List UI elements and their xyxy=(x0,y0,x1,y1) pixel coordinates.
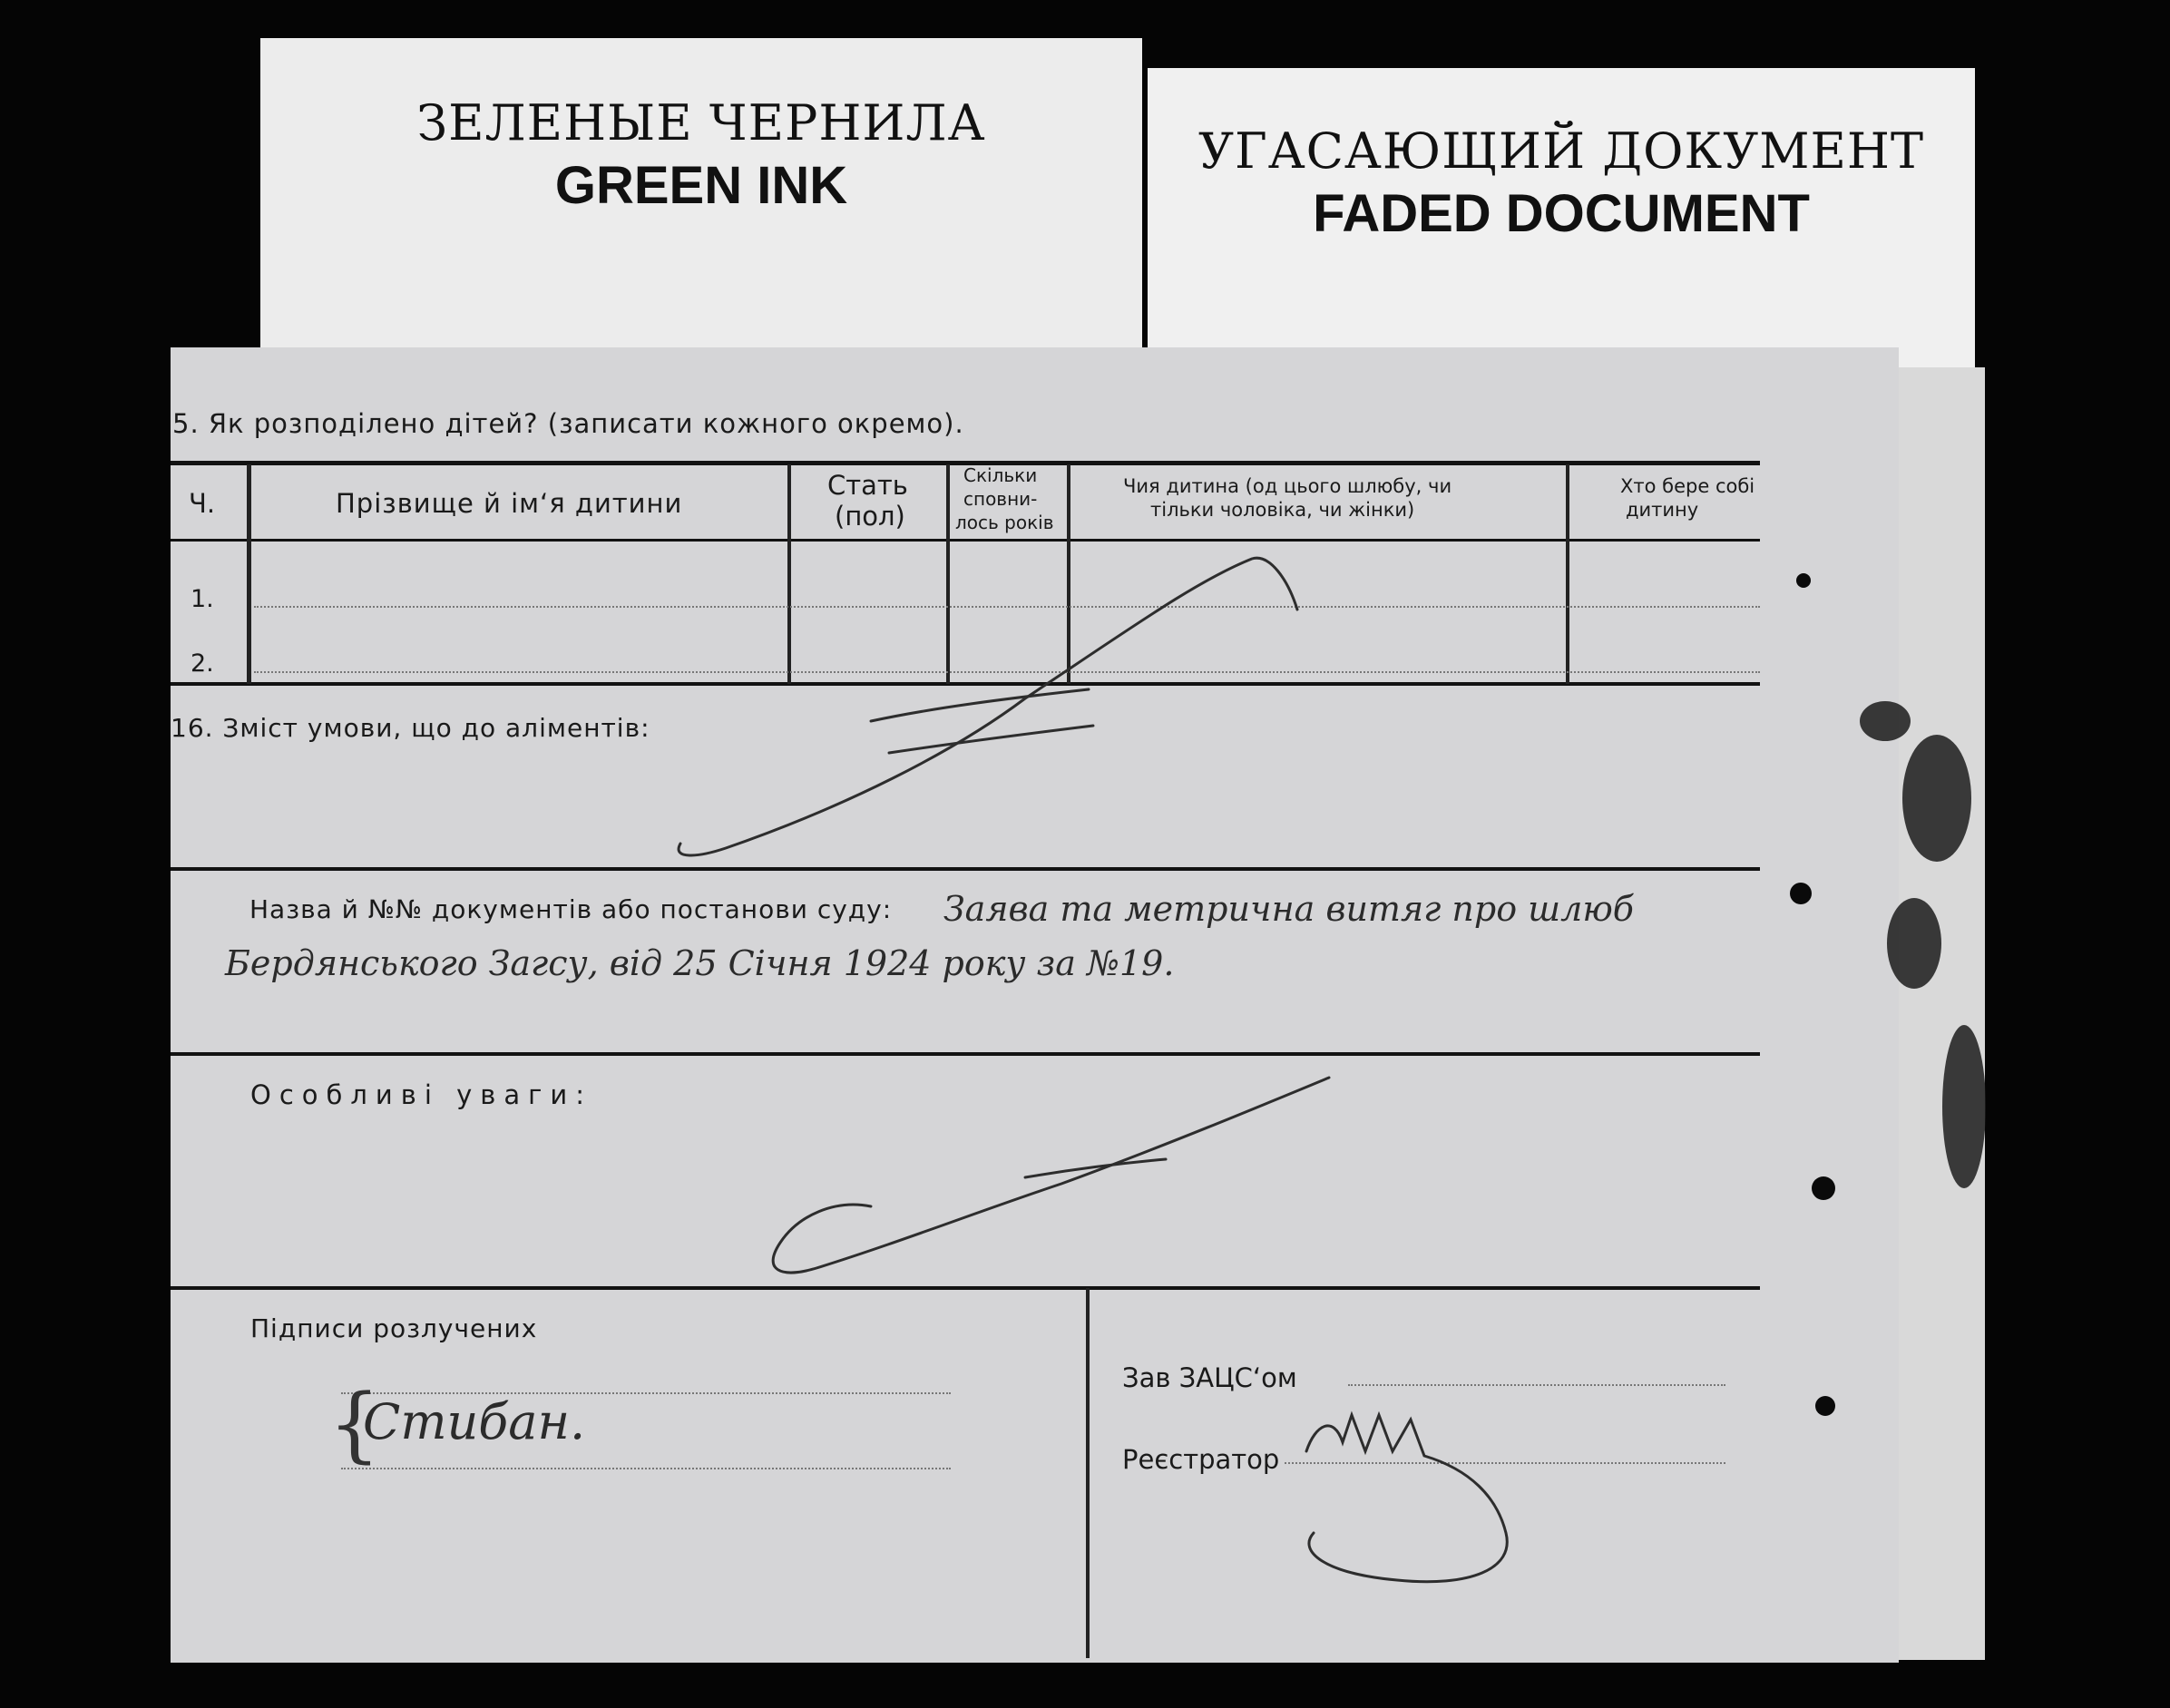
table-header-age-line1: Скільки xyxy=(963,464,1038,486)
table-cancel-crossbar xyxy=(871,689,1089,721)
documents-label: Назва й №№ документів або постанови суду: xyxy=(249,894,893,924)
table-header-takes-line1: Хто бере собі xyxy=(1620,475,1755,497)
faded-document-label-ru: УГАСАЮЩИЙ ДОКУМЕНТ xyxy=(1197,122,1925,180)
table-header-age-line3: лось років xyxy=(955,512,1054,533)
table-header-age-line2: сповни- xyxy=(963,488,1038,510)
table-header-sex-line2: (пол) xyxy=(835,501,905,532)
ink-stain xyxy=(1942,1025,1986,1188)
punch-hole xyxy=(1790,883,1812,904)
registrar-signature xyxy=(1306,1415,1507,1582)
punch-hole xyxy=(1796,573,1811,588)
green-ink-label-ru: ЗЕЛЕНЫЕ ЧЕРНИЛА xyxy=(416,94,986,151)
table-header-whose-line2: тільки чоловіка, чи жінки) xyxy=(1150,499,1415,521)
signatures-label: Підписи розлучених xyxy=(250,1313,538,1343)
spouse-signature-handwritten: Стибан. xyxy=(363,1393,586,1450)
green-ink-label-en: GREEN INK xyxy=(554,156,848,215)
registrar-label: Реєстратор xyxy=(1122,1444,1280,1475)
table-cancel-stroke xyxy=(679,558,1297,855)
table-cancel-crossbar xyxy=(889,726,1093,753)
punch-hole xyxy=(1812,1176,1835,1200)
table-header-whose-line1: Чия дитина (од цього шлюбу, чи xyxy=(1123,475,1452,497)
table-header-number: Ч. xyxy=(189,488,216,519)
ink-stain xyxy=(1902,735,1971,862)
remarks-label: Особливі уваги: xyxy=(250,1079,593,1110)
question-16: 16. Зміст умови, що до аліментів: xyxy=(171,713,650,743)
question-15: 5. Як розподілено дітей? (записати кожного окремо). xyxy=(172,408,964,439)
faded-document-label-en: FADED DOCUMENT xyxy=(1313,184,1810,243)
table-header-sex-line1: Стать xyxy=(827,470,908,501)
remarks-cancel-crossbar xyxy=(1025,1159,1166,1177)
table-header-takes-line2: дитину xyxy=(1626,499,1699,521)
punch-hole xyxy=(1815,1396,1835,1416)
remarks-cancel-stroke xyxy=(773,1078,1329,1273)
ink-stain xyxy=(1887,898,1941,989)
documents-handwritten-line2: Бердянського Загсу, від 25 Січня 1924 року за №19. xyxy=(225,943,1175,983)
table-header-child-name: Прізвище й ім‘я дитини xyxy=(336,488,683,519)
ink-stain xyxy=(1860,701,1911,741)
registry-head-label: Зав ЗАЦС‘ом xyxy=(1122,1362,1297,1393)
table-row-2-number: 2. xyxy=(191,649,214,678)
signature-brace: { xyxy=(328,1377,381,1472)
table-row-1-number: 1. xyxy=(191,585,214,613)
documents-handwritten-line1: Заява та метрична витяг про шлюб xyxy=(943,889,1635,929)
